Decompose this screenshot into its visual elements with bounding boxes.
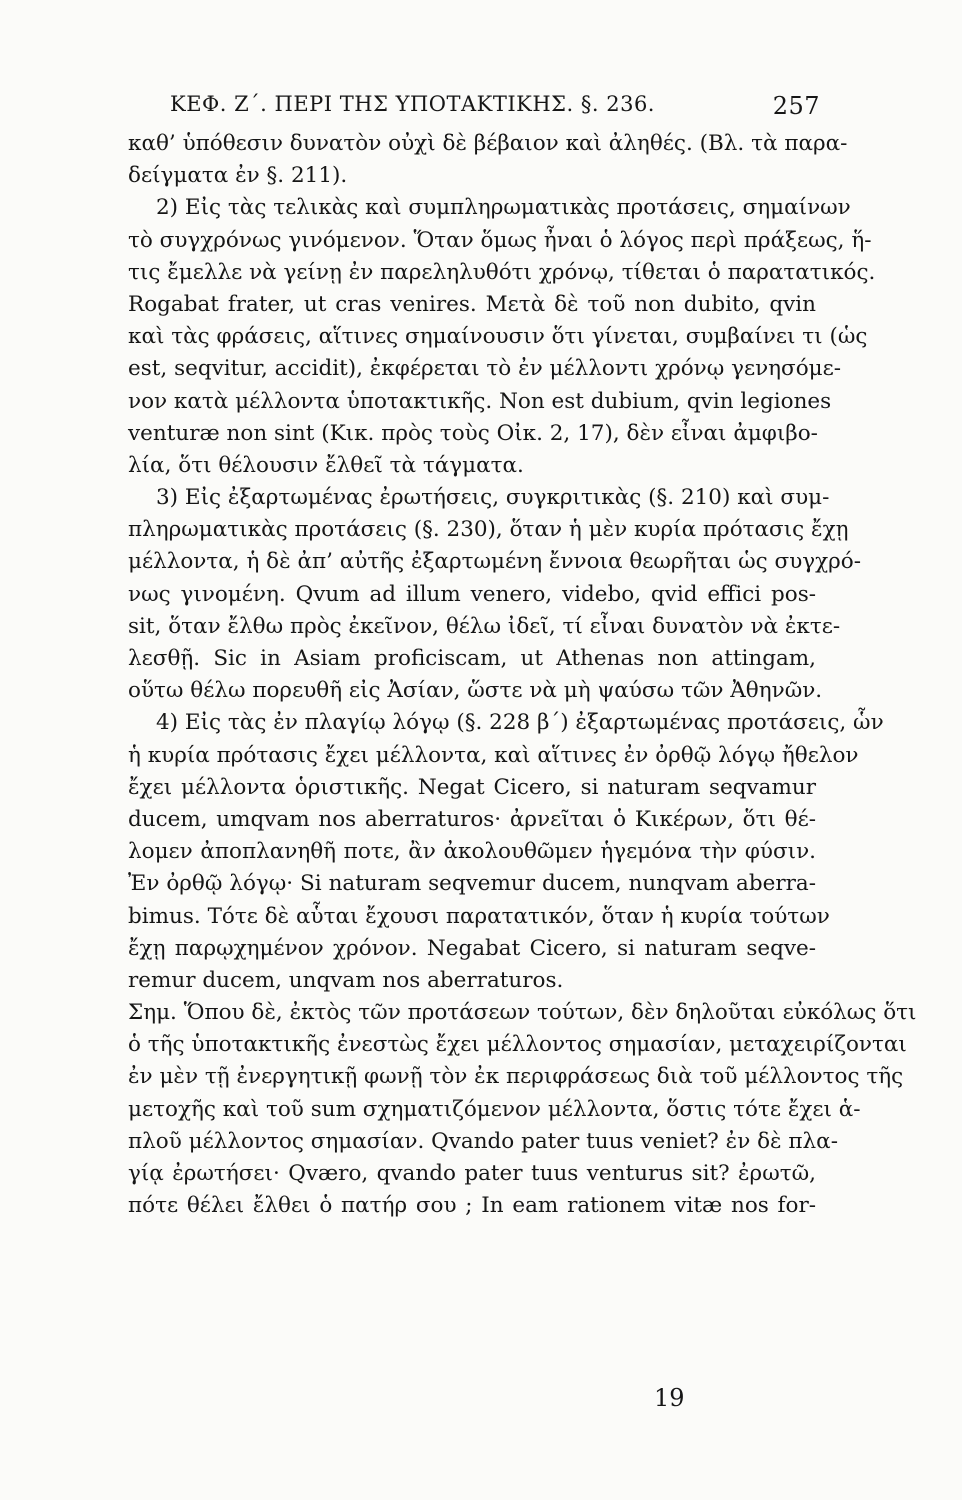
text-line: τὸ συγχρόνως γινόμενον. Ὅταν ὅμως ἦναι ὁ λόγος περὶ πράξεως, ἥ- xyxy=(128,227,872,253)
text-line: μετοχῆς καὶ τοῦ sum σχηματιζόμενον μέλλοντα, ὅστις τότε ἔχει ἁ- xyxy=(128,1096,861,1122)
page-number: 257 xyxy=(772,92,820,120)
text-line: μέλλοντα, ἡ δὲ ἀπ’ αὐτῆς ἐξαρτωμένη ἔννοια θεωρῆται ὡς συγχρό- xyxy=(128,549,862,575)
text-line: λεσθῇ. Sic in Asiam proficiscam, ut Athenas non attingam, xyxy=(128,646,816,671)
text-line: λία, ὅτι θέλουσιν ἔλθεῖ τὰ τάγματα. xyxy=(128,452,524,478)
text-line: 3) Εἰς ἐξαρτωμένας ἐρωτήσεις, συγκριτικὰς (§. 210) καὶ συμ- xyxy=(156,485,830,511)
text-line: Ἐν ὀρθῷ λόγῳ· Si naturam seqvemur ducem, nunqvam aberra- xyxy=(128,871,816,897)
text-line: ἐν μὲν τῇ ἐνεργητικῇ φωνῇ τὸν ἐκ περιφράσεως διὰ τοῦ μέλλοντος τῆς xyxy=(128,1064,904,1090)
text-line: ὁ τῆς ὑποτακτικῆς ἐνεστὼς ἔχει μέλλοντος σημασίαν, μεταχειρίζονται xyxy=(128,1032,907,1058)
text-line: venturæ non sint (Κικ. πρὸς τοὺς Οἰκ. 2, 17), δὲν εἶναι ἀμφιβο- xyxy=(128,420,818,446)
text-line: πλοῦ μέλλοντος σημασίαν. Qvando pater tuus veniet? ἐν δὲ πλα- xyxy=(128,1128,838,1154)
text-line: γίᾳ ἐρωτήσει· Qværo, qvando pater tuus venturus sit? ἐρωτῶ, xyxy=(128,1161,816,1186)
text-line: ἔχῃ παρῳχημένον χρόνον. Negabat Cicero, si naturam seqve- xyxy=(128,935,816,961)
text-line: λομεν ἀποπλανηθῆ ποτε, ἂν ἀκολουθῶμεν ἡγεμόνα τὴν φύσιν. xyxy=(128,839,816,865)
running-header xyxy=(170,92,820,128)
text-line: 2) Εἰς τὰς τελικὰς καὶ συμπληρωματικὰς προτάσεις, σημαίνων xyxy=(156,195,851,221)
text-line: δείγματα ἐν §. 211). xyxy=(128,163,348,189)
text-line: est, seqvitur, accidit), ἐκφέρεται τὸ ἐν μέλλοντι χρόνῳ γενησόμε- xyxy=(128,356,842,382)
text-line: καθ’ ὑπόθεσιν δυνατὸν οὐχὶ δὲ βέβαιον καὶ ἀληθές. (Βλ. τὰ παρα- xyxy=(128,131,848,156)
text-line: ἡ κυρία πρότασις ἔχει μέλλοντα, καὶ αἵτινες ἐν ὀρθῷ λόγῳ ἤθελον xyxy=(128,742,859,768)
body-text xyxy=(128,128,917,1222)
text-line: οὕτω θέλω πορευθῆ εἰς Ἀσίαν, ὥστε νὰ μὴ ψαύσω τῶν Ἀθηνῶν. xyxy=(128,678,823,704)
text-line: νως γινομένη. Qvum ad illum venero, videbo, qvid effici pos- xyxy=(128,581,816,607)
text-line: Σημ. Ὅπου δὲ, ἐκτὸς τῶν προτάσεων τούτων, δὲν δηλοῦται εὐκόλως ὅτι xyxy=(128,1000,917,1026)
text-line: ducem, umqvam nos aberraturos· ἀρνεῖται ὁ Κικέρων, ὅτι θέ- xyxy=(128,806,816,832)
text-line: καὶ τὰς φράσεις, αἵτινες σημαίνουσιν ὅτι γίνεται, συμβαίνει τι (ὡς xyxy=(128,324,868,350)
text-line: bimus. Τότε δὲ αὗται ἔχουσι παρατατικόν, ὅταν ἡ κυρία τούτων xyxy=(128,903,830,929)
chapter-title: ΚΕΦ. Ζ΄. ΠΕΡΙ ΤΗΣ ΥΠΟΤΑΚΤΙΚΗΣ. §. 236. xyxy=(170,92,655,116)
text-line: remur ducem, unqvam nos aberraturos. xyxy=(128,967,564,993)
text-line: 4) Εἰς τὰς ἐν πλαγίῳ λόγῳ (§. 228 β΄) ἐξαρτωμένας προτάσεις, ὧν xyxy=(156,710,884,736)
text-line: Rogabat frater, ut cras venires. Μετὰ δὲ τοῦ non dubito, qvin xyxy=(128,291,816,317)
text-line: ἔχει μέλλοντα ὁριστικῆς. Negat Cicero, si naturam seqvamur xyxy=(128,774,816,800)
text-line: νον κατὰ μέλλοντα ὑποτακτικῆς. Non est dubium, qvin legiones xyxy=(128,388,832,414)
text-line: τις ἔμελλε νὰ γείνῃ ἐν παρεληλυθότι χρόνῳ, τίθεται ὁ παρατατικός. xyxy=(128,259,876,285)
signature-mark: 19 xyxy=(654,1384,685,1412)
text-line: sit, ὅταν ἔλθω πρὸς ἐκεῖνον, θέλω ἰδεῖ, τί εἶναι δυνατὸν νὰ ἐκτε- xyxy=(128,613,841,639)
text-line: πληρωματικὰς προτάσεις (§. 230), ὅταν ἡ μὲν κυρία πρότασις ἔχῃ xyxy=(128,517,849,543)
text-line: πότε θέλει ἔλθει ὁ πατήρ σου ; In eam rationem vitæ nos for- xyxy=(128,1193,816,1219)
